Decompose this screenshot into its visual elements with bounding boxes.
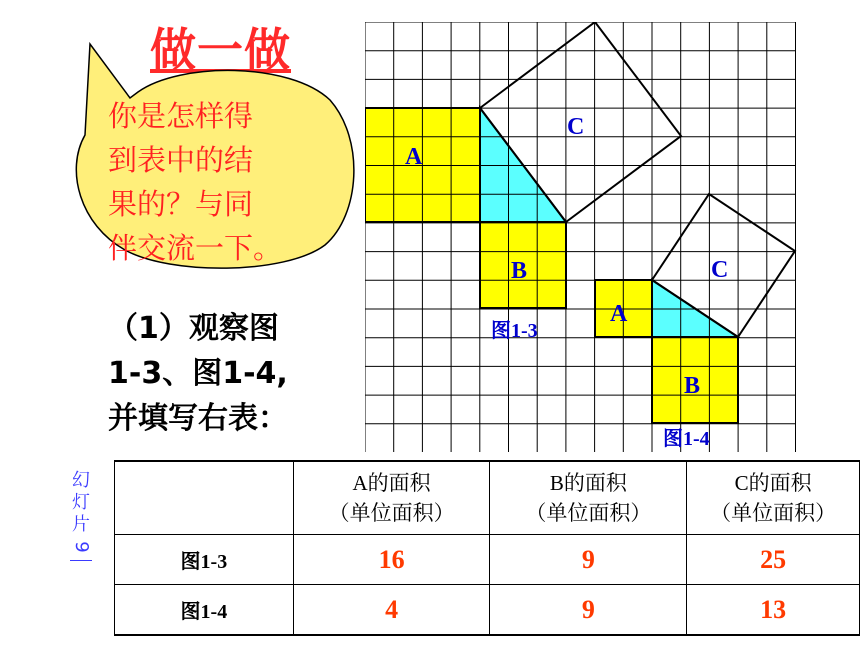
label-c-fig13: C xyxy=(567,114,585,140)
cell-area-b: 9 xyxy=(490,585,687,636)
instruction-line: 并填写右表： xyxy=(108,401,288,436)
bubble-line: 果的？与同 xyxy=(108,187,254,221)
table-header-empty xyxy=(115,461,294,535)
bubble-line: 你是怎样得 xyxy=(108,99,254,133)
header-a-line1: A的面积 xyxy=(352,471,431,495)
table-header-c xyxy=(687,461,860,535)
table-header-row xyxy=(115,461,860,535)
area-table xyxy=(114,460,860,636)
cell-area-c: 25 xyxy=(687,535,860,585)
instruction-line: （1）观察图 xyxy=(108,311,279,346)
row-label: 图1-3 xyxy=(115,535,294,585)
table-header-a xyxy=(293,461,490,535)
label-a-fig14: A xyxy=(610,301,628,327)
label-b-fig13: B xyxy=(511,258,528,284)
caption-fig13: 图1-3 xyxy=(491,320,538,342)
cell-area-a: 16 xyxy=(293,535,490,585)
slide-label-char: 幻 xyxy=(72,470,90,491)
bubble-line: 伴交流一下。 xyxy=(108,231,283,265)
header-c-line2: （单位面积） xyxy=(710,501,837,525)
speech-bubble-text xyxy=(108,94,318,270)
cell-area-b: 9 xyxy=(490,535,687,585)
instruction-text xyxy=(108,306,288,441)
header-b-line1: B的面积 xyxy=(549,471,627,495)
slide-label-char: 片 xyxy=(72,514,90,535)
cell-area-a: 4 xyxy=(293,585,490,636)
slide-title-text: 做一做 xyxy=(150,23,291,77)
slide-label-char: 9 xyxy=(71,541,92,553)
cell-area-c: 13 xyxy=(687,585,860,636)
header-b-line2: （单位面积） xyxy=(525,501,652,525)
table-row xyxy=(115,535,860,585)
header-a-line2: （单位面积） xyxy=(328,501,455,525)
grid-figure xyxy=(365,22,797,452)
table-row xyxy=(115,585,860,636)
slide-number-label xyxy=(70,470,92,561)
instruction-line: 1-3、图1-4, xyxy=(108,356,288,391)
row-label: 图1-4 xyxy=(115,585,294,636)
header-c-line1: C的面积 xyxy=(734,471,812,495)
table-header-b xyxy=(490,461,687,535)
bubble-line: 到表中的结 xyxy=(108,143,254,177)
label-b-fig14: B xyxy=(684,373,701,399)
slide-label-char: 灯 xyxy=(72,492,90,513)
label-c-fig14: C xyxy=(711,257,729,283)
caption-fig14: 图1-4 xyxy=(663,428,710,450)
label-a-fig13: A xyxy=(405,144,423,170)
